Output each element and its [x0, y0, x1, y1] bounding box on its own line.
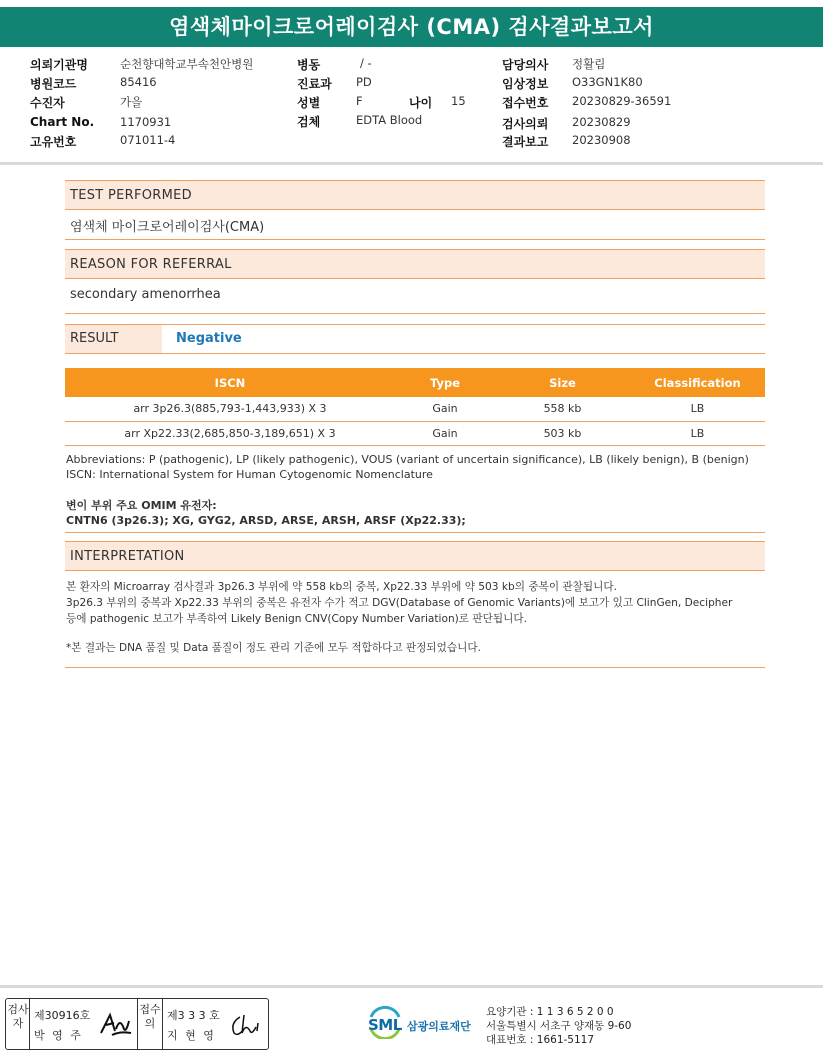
referral-value: secondary amenorrhea: [70, 287, 221, 302]
cell-type: Gain: [395, 421, 495, 445]
report-date-value: 20230908: [572, 133, 631, 147]
patient-value: 가을: [120, 95, 143, 109]
col-type: Type: [395, 368, 495, 397]
interpretation-line: 3p26.3 부위의 중복과 Xp22.33 부위의 중복은 유전자 수가 적고 DGV(Database of Genomic Variants)에 보고가 있고 ClinGen, Decipher: [66, 597, 733, 609]
divider: [65, 313, 765, 314]
age-label: 나이: [409, 96, 433, 110]
sex-value: F: [356, 94, 363, 108]
clinical-value: O33GN1K80: [572, 75, 643, 89]
confirmer-name: 지 현 영: [167, 1029, 216, 1042]
dept-value: PD: [356, 75, 372, 89]
test-performed-heading: TEST PERFORMED: [65, 180, 765, 210]
cell-type: Gain: [395, 397, 495, 421]
unique-value: 071011-4: [120, 133, 176, 147]
examiner-license: 제30916호: [34, 1009, 91, 1022]
lab-address: 서울특별시 서초구 양재동 9-60: [486, 1020, 632, 1032]
sex-label: 성별: [297, 96, 321, 110]
doctor-value: 정활림: [572, 57, 606, 71]
cell-classification: LB: [630, 421, 765, 445]
divider: [65, 532, 765, 533]
cell-classification: LB: [630, 397, 765, 421]
specimen-value: EDTA Blood: [356, 113, 423, 127]
age-value: 15: [451, 94, 466, 108]
report-date-label: 결과보고: [502, 135, 549, 149]
divider: [65, 667, 765, 668]
unique-label: 고유번호: [30, 135, 77, 149]
clinical-label: 임상정보: [502, 77, 549, 91]
ward-value: / -: [360, 56, 372, 70]
result-row: [65, 324, 765, 354]
omim-heading: 변이 부위 주요 OMIM 유전자:: [66, 499, 217, 512]
result-value: Negative: [176, 331, 242, 346]
request-label: 검사의뢰: [502, 117, 549, 131]
confirmer-signature-icon: [228, 1009, 264, 1039]
col-iscn: ISCN: [65, 368, 395, 397]
cell-iscn: arr Xp22.33(2,685,850-3,189,651) X 3: [65, 421, 395, 445]
table-row: [65, 397, 765, 421]
dept-label: 진료과: [297, 77, 332, 91]
interpretation-line: 등에 pathogenic 보고가 부족하여 Likely Benign CNV(Copy Number Variation)로 판단됩니다.: [66, 613, 527, 625]
signature-box: [5, 998, 269, 1050]
quality-note: *본 결과는 DNA 품질 및 Data 품질이 정도 관리 기준에 모두 적합하다고 판정되었습니다.: [66, 642, 481, 654]
receipt-label: 접수번호: [502, 96, 549, 110]
examiner-label: 검사자: [7, 1003, 29, 1030]
hospital-code-value: 85416: [120, 75, 157, 89]
cnv-table: [65, 368, 765, 446]
abbreviation-line: ISCN: International System for Human Cytogenomic Nomenclature: [66, 468, 433, 481]
confirmer-label: 접수의: [139, 1003, 161, 1030]
receipt-value: 20230829-36591: [572, 94, 672, 108]
omim-gene-list: CNTN6 (3p26.3); XG, GYG2, ARSD, ARSE, ARSH, ARSF (Xp22.33);: [66, 514, 466, 527]
report-title: 염색체마이크로어레이검사 (CMA) 검사결과보고서: [0, 7, 823, 47]
logo-mark: SML: [368, 1016, 402, 1034]
test-performed-value: 염색체 마이크로어레이검사(CMA): [70, 220, 265, 235]
lab-info: [486, 1005, 631, 1047]
box-divider: [29, 999, 30, 1049]
referral-heading: REASON FOR REFERRAL: [65, 249, 765, 279]
examiner-signature-icon: [98, 1009, 134, 1039]
abbreviations: [66, 452, 749, 482]
sml-logo: [367, 1003, 479, 1043]
institution-value: 순천향대학교부속천안병원: [120, 57, 254, 71]
cell-size: 503 kb: [495, 421, 630, 445]
info-divider: [0, 162, 823, 165]
chart-label: Chart No.: [30, 115, 95, 129]
patient-label: 수진자: [30, 96, 65, 110]
patient-info: [0, 56, 823, 156]
examiner-name: 박 영 주: [34, 1029, 83, 1042]
org-name: 삼광의료재단: [407, 1020, 471, 1033]
institution-label: 의뢰기관명: [30, 58, 88, 72]
cell-size: 558 kb: [495, 397, 630, 421]
table-header-row: [65, 368, 765, 397]
hospital-code-label: 병원코드: [30, 77, 77, 91]
box-divider: [162, 999, 163, 1049]
abbreviation-line: Abbreviations: P (pathogenic), LP (likely pathogenic), VOUS (variant of uncertain significance), LB (likely benign), B (benign): [66, 453, 749, 466]
interpretation-heading: INTERPRETATION: [65, 541, 765, 571]
omim-genes: [66, 498, 466, 528]
footer-divider: [0, 985, 823, 988]
cell-iscn: arr 3p26.3(885,793-1,443,933) X 3: [65, 397, 395, 421]
table-row: [65, 421, 765, 445]
ward-label: 병동: [297, 58, 321, 72]
col-size: Size: [495, 368, 630, 397]
doctor-label: 담당의사: [502, 58, 549, 72]
col-classification: Classification: [630, 368, 765, 397]
lab-code: 요양기관 : 1 1 3 6 5 2 0 0: [486, 1006, 614, 1018]
result-label: RESULT: [65, 325, 162, 353]
interpretation-text: [66, 579, 732, 627]
lab-phone: 대표번호 : 1661-5117: [486, 1034, 595, 1046]
divider: [65, 239, 765, 240]
interpretation-line: 본 환자의 Microarray 검사결과 3p26.3 부위에 약 558 kb의 중복, Xp22.33 부위에 약 503 kb의 중복이 관찰됩니다.: [66, 581, 617, 593]
request-value: 20230829: [572, 115, 631, 129]
confirmer-license: 제3 3 3 호: [167, 1009, 220, 1022]
chart-value: 1170931: [120, 115, 172, 129]
specimen-label: 검체: [297, 115, 321, 129]
